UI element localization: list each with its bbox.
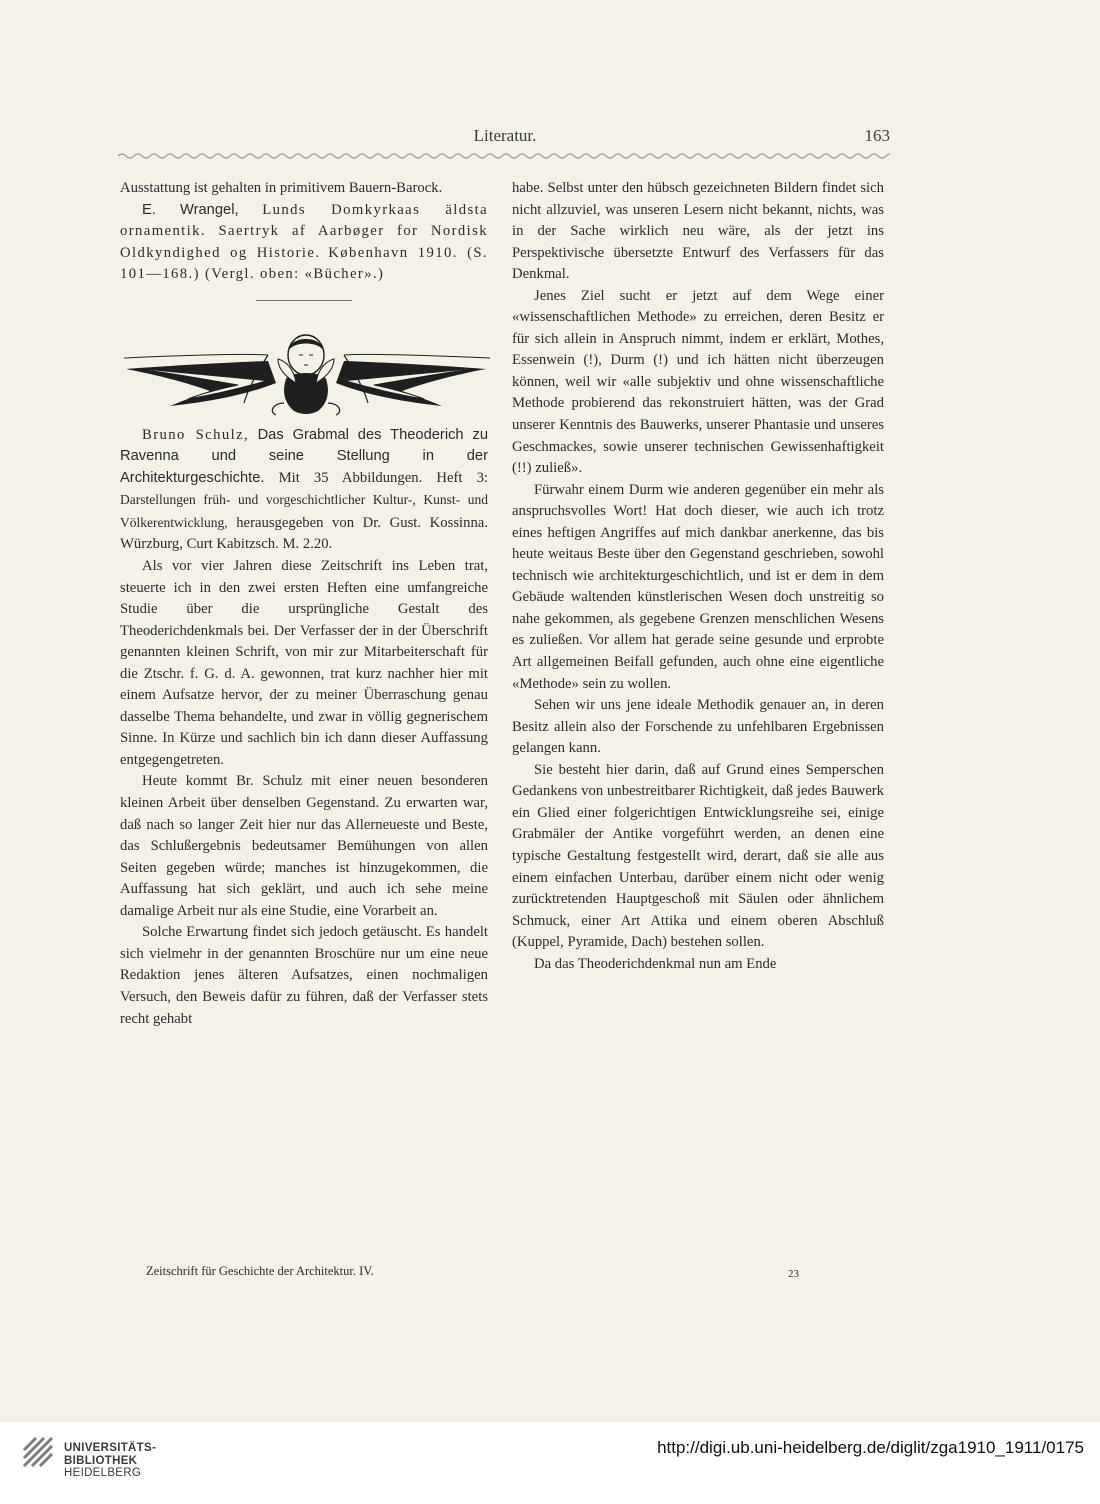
paragraph: Da das Theoderichdenkmal nun am Ende — [534, 955, 777, 972]
library-name-line: UNIVERSITÄTS- — [64, 1442, 157, 1454]
library-name — [64, 1442, 156, 1480]
publication-details: København 1910. (S. 101—168.) (Vergl. oben: «Bücher».) — [120, 244, 488, 283]
author-name: Bruno Schulz, — [142, 426, 250, 443]
university-library-logo-icon — [18, 1432, 58, 1472]
library-name-line: BIBLIOTHEK — [64, 1454, 138, 1467]
paragraph: habe. Selbst unter den hübsch gezeichneten Bildern findet sich nicht allzuviel, was unseren Lesern nicht bekannt, nichts, was in der Sache wirklich neu wäre, als der jetzt ins Perspektivische übersetzte Entwurf des Verfassers für das Denkmal. — [512, 180, 884, 283]
publisher-details: herausgegeben von Dr. Gust. Kossinna. Würzburg, Curt Kabitzsch. M. 2.20. — [120, 514, 488, 553]
library-name-line: HEIDELBERG — [64, 1467, 142, 1479]
paragraph: Solche Erwartung findet sich jedoch getäuscht. Es handelt sich vielmehr in der genannten Broschüre nur um eine neue Redaktion jenes älteren Aufsatzes, einen nochmaligen Versuch, den Beweis dafür zu führen, daß der Verfasser stets recht gehabt — [120, 924, 488, 1027]
bibliography-entry-schulz — [120, 425, 488, 556]
winged-figure-ornament-icon — [118, 325, 494, 417]
page-number: 163 — [864, 126, 890, 145]
running-head-title: Literatur. — [473, 126, 537, 145]
publication-details: Mit 35 Abbildungen. Heft 3: — [278, 469, 488, 486]
paragraph: Heute kommt Br. Schulz mit einer neuen besonderen kleinen Arbeit über denselben Gegenstand. Zu erwarten war, daß nach so langer Zeit hier nur das Allerneueste und Beste, das Schlußergebnis bedeutsamer Bemühungen von allen Seiten gegeben würde; manches ist hinzugekommen, die Auffassung hat sich geklärt, und auch ich sehe meine damalige Arbeit nur als eine Studie, eine Vorarbeit an. — [120, 773, 488, 919]
right-column — [512, 178, 884, 975]
signature-mark: 23 — [788, 1268, 799, 1280]
paragraph: Sehen wir uns jene ideale Methodik genauer an, in deren Besitz allein also der Forschende zu unfehlbaren Ergebnissen gelangen kann. — [512, 697, 884, 757]
work-title: Lunds Domkyrkaas äldsta ornamentik. Saertryk af Aarbøger for Nordisk Oldkyndighed og Historie. — [120, 201, 489, 261]
paragraph: Sie besteht hier darin, daß auf Grund eines Semperschen Gedankens von unbestreitbarer Richtigkeit, daß jedes Bauwerk ein Glied einer folgerichtigen Entwicklungsreihe sei, einige Grabmäler der Antike vorgeführt werden, an denen eine typische Gestaltung festgestellt wird, derart, daß sie alle aus einem einfachen Unterbau, darüber einem nicht oder wenig zurücktretenden Hauptgeschoß mit Säulen oder ähnlichem Schmuck, einer Art Attika und einem oberen Abschluß (Kuppel, Pyramide, Dach) bestehen sollen. — [512, 761, 884, 951]
paragraph: Ausstattung ist gehalten in primitivem Bauern-Barock. — [120, 180, 443, 196]
paragraph: Fürwahr einem Durm wie anderen gegenüber ein mehr als anspruchsvolles Wort! Hat doch dieser, wie auch ich trotz eines heftigen Angriffes auf mich dankbar anerkenne, das bis heute weitaus Beste über den Gegenstand geschrieben, sowohl technisch wie architekturgeschichtlich, und ist er dem in dem Gebäude waltenden künstlerischen Wesen doch unstreitig so nahe gekommen, als gegebene Grenzen menschlichen Wesens es zuließen. Vor allem hat gerade seine gesunde und erprobte Art allgemeinen Beifall gefunden, auch ohne eine eigentliche «Methode» sein zu wollen. — [512, 481, 884, 692]
work-title: Das Grabmal des Theoderich zu Ravenna und seine Stellung in der Architekturgeschichte. — [120, 426, 489, 486]
left-column — [120, 178, 488, 1030]
running-head — [120, 126, 890, 152]
wavy-header-rule — [118, 150, 890, 162]
separator-rule — [256, 300, 352, 301]
permalink-url[interactable]: http://digi.ub.uni-heidelberg.de/diglit/zga1910_1911/0175 — [657, 1438, 1084, 1457]
bibliography-entry-wrangel — [120, 200, 488, 286]
library-band — [0, 1422, 1100, 1504]
paragraph: Jenes Ziel sucht er jetzt auf dem Wege einer «wissenschaftlichen Methode» zu erreichen, deren Besitz er für sich allein in Anspruch nimmt, indem er erklärt, Mothes, Essenwein (!), Durm (!) und ich hätten nicht überzeugen können, weil wir «alle subjektiv und ohne wissenschaftliche Methode probierend das rekonstruiert hätten, was der Grad unserer Kenntnis des Bauwerks, unserer Phantasie und unseres Geschmackes, sowie unserer technischen Gewissenhaftigkeit (!!) zuließ». — [512, 287, 884, 477]
author-name: E. Wrangel, — [142, 201, 239, 218]
series-title: Darstellungen früh- und vorgeschichtlicher Kultur-, Kunst- und Völkerentwicklung, — [120, 492, 488, 530]
journal-footer: Zeitschrift für Geschichte der Architektur. IV. — [146, 1264, 374, 1278]
paragraph: Als vor vier Jahren diese Zeitschrift ins Leben trat, steuerte ich in den zwei ersten Heften eine umfangreiche Studie über die ursprüngliche Gestalt des Theoderichdenkmals bei. Der Verfasser der in der Überschrift genannten kleinen Schrift, von mir zur Mitarbeiterschaft für die Ztschr. f. G. d. A. gewonnen, trat kurz nachher hier mit einem Aufsatze hervor, der zu meiner Überraschung genau dasselbe Thema behandelte, und zwar in völlig gegnerischem Sinne. In Kürze und sachlich bin ich dann dieser Auffassung entgegengetreten. — [120, 558, 488, 768]
